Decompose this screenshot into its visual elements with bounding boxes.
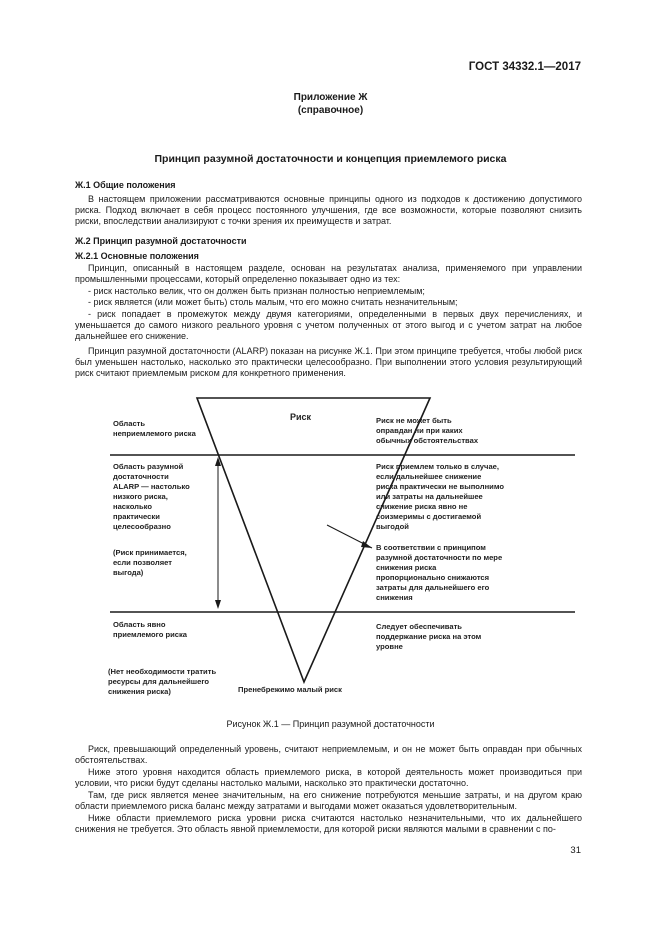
- annex-title: Приложение Ж: [293, 92, 368, 103]
- right-note-acceptable: Следует обеспечивать поддержание риска на этом уровне: [376, 622, 482, 651]
- alarp-paragraph: Принцип разумной достаточности (ALARP) показан на рисунке Ж.1. При этом принципе требуется, чтобы любой риск был уменьшен настолько, насколько это практически целесообразно. При выполнении этого условия результирующий риск считают приемлемым риском для конкретного применения.: [75, 346, 582, 379]
- negligible-risk-label: Пренебрежимо малый риск: [238, 685, 342, 694]
- bullet-item: - риск попадает в промежуток между двумя категориями, определенными в первых двух перечислениях, и уменьшается до самого низкого реального уровня с учетом полученных от этого выгод и с учетом затрат на любое дальнейшее его снижение.: [75, 309, 582, 342]
- alarp-note: (Риск принимается, если позволяет выгода): [113, 548, 187, 577]
- alarp-region-label: Область разумной достаточности ALARP — настолько низкого риска, насколько практически целесообразно: [113, 462, 190, 531]
- right-note-unacceptable: Риск не может быть оправдан ни при каких обычных обстоятельствах: [376, 416, 479, 445]
- body-paragraph: Ниже этого уровня находится область приемлемого риска, в которой деятельность может производиться при условии, что риски будут сделаны настолько малыми, насколько это практически достаточно.: [75, 767, 582, 789]
- acceptable-region-note: (Нет необходимости тратить ресурсы для дальнейшего снижения риска): [108, 667, 217, 696]
- section-2-heading: Ж.2 Принцип разумной достаточности: [75, 236, 247, 246]
- bullet-item: - риск настолько велик, что он должен быть признан полностью неприемлемым;: [88, 286, 425, 296]
- risk-label: Риск: [290, 412, 312, 422]
- section-1-paragraph: В настоящем приложении рассматриваются основные принципы одного из подходов к достижению допустимого риска. Подход включает в себя процесс постоянного улучшения, где все возможности, которые позволяют снизить риски, впоследствии анализируют с точки зрения их преимуществ и затрат.: [75, 194, 582, 227]
- right-note-alarp: Риск приемлем только в случае, если дальнейшее снижение риска практически не выполнимо или затраты на дальнейшее снижение риска явно не соизмеримы с достигаемой выгодой: [376, 462, 504, 531]
- arrow-head-down: [215, 600, 221, 609]
- section-2-1-paragraph: Принцип, описанный в настоящем разделе, основан на результатах анализа, применяемого при управлении промышленными процессами, который определенно показывает одно из тех:: [75, 263, 582, 285]
- body-paragraph: Там, где риск является менее значительным, на его снижение потребуются меньшие затраты, и на другом краю области приемлемого риска баланс между затратами и выгодами может оказаться удовлетворительным.: [75, 790, 582, 812]
- acceptable-region-label: Область явно приемлемого риска: [113, 620, 188, 639]
- page-number: 31: [570, 845, 581, 856]
- document-code: ГОСТ 34332.1—2017: [468, 61, 581, 73]
- figure-caption: Рисунок Ж.1 — Принцип разумной достаточности: [226, 719, 435, 729]
- section-2-1-heading: Ж.2.1 Основные положения: [75, 251, 199, 261]
- section-1-heading: Ж.1 Общие положения: [75, 180, 176, 190]
- right-note-cost: В соответствии с принципом разумной достаточности по мере снижения риска пропорционально снижаются затраты для дальнейшего его снижения: [376, 543, 503, 602]
- body-paragraph: Ниже области приемлемого риска уровни риска считаются настолько незначительными, что их дальнейшего снижения не требуется. Это область явной приемлемости, для которой риски являются малыми в сравнении с по-: [75, 813, 582, 835]
- unacceptable-region-label: Область неприемлемого риска: [113, 419, 196, 438]
- body-paragraph: Риск, превышающий определенный уровень, считают неприемлемым, и он не может быть оправдан при обычных обстоятельствах.: [75, 744, 582, 766]
- annex-subtitle: (справочное): [297, 105, 364, 116]
- appendix-heading: Принцип разумной достаточности и концепция приемлемого риска: [154, 153, 507, 165]
- bullet-item: - риск является (или может быть) столь малым, что его можно считать незначительным;: [88, 297, 458, 307]
